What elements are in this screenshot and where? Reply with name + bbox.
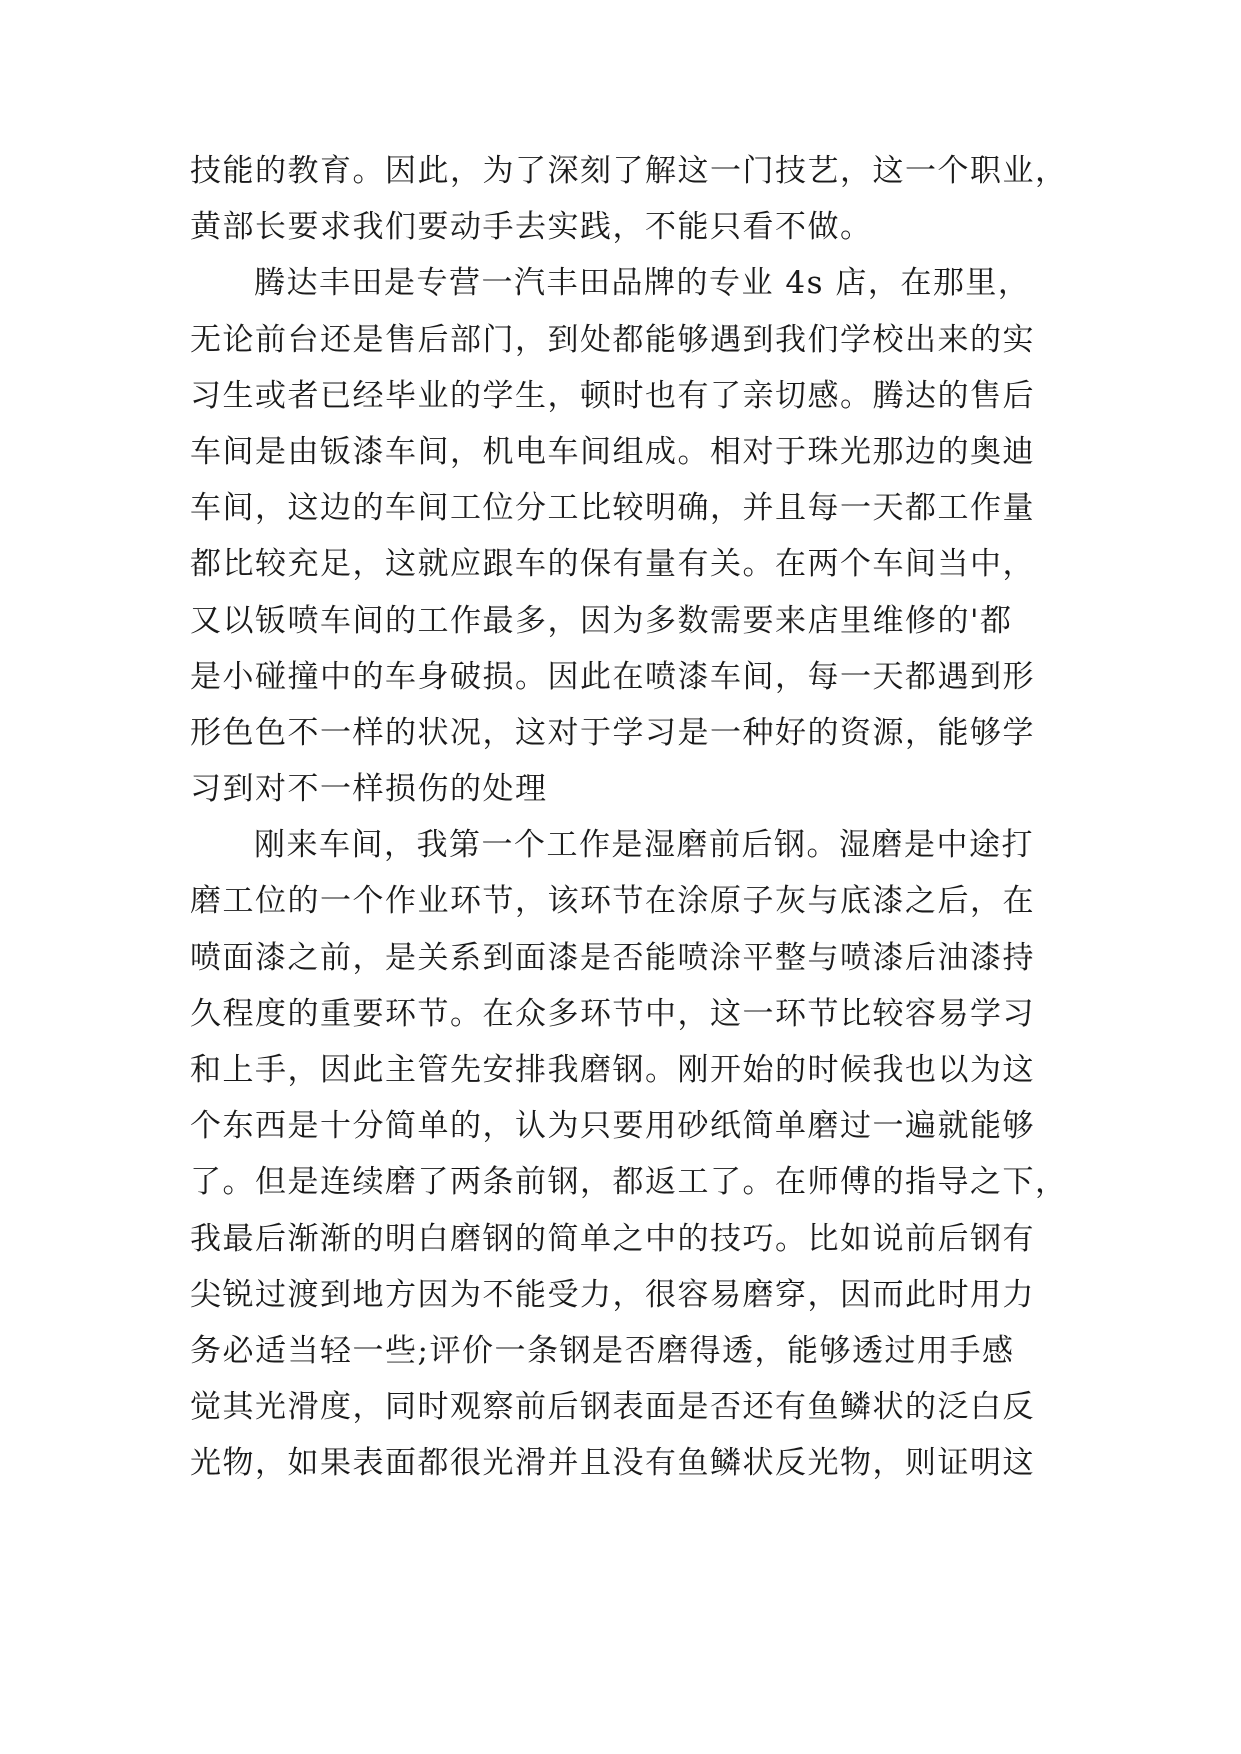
- text-line: 都比较充足，这就应跟车的保有量有关。在两个车间当中，: [190, 546, 1035, 583]
- text-line: 尖锐过渡到地方因为不能受力，很容易磨穿，因而此时用力: [190, 1276, 1035, 1313]
- text-line: 黄部长要求我们要动手去实践，不能只看不做。: [190, 209, 873, 246]
- paragraph-start-line: 腾达丰田是专营一汽丰田品牌的专业 4s 店，在那里，: [254, 265, 1031, 302]
- text-line: 车间是由钣漆车间，机电车间组成。相对于珠光那边的奥迪: [190, 433, 1035, 470]
- text-line: 车间，这边的车间工位分工比较明确，并且每一天都工作量: [190, 490, 1035, 527]
- text-line: 技能的教育。因此，为了深刻了解这一门技艺，这一个职业，: [190, 153, 1068, 189]
- text-line: 和上手，因此主管先安排我磨钢。刚开始的时候我也以为这: [190, 1052, 1035, 1088]
- text-line: 个东西是十分简单的，认为只要用砂纸简单磨过一遍就能够: [190, 1108, 1035, 1145]
- text-line: 喷面漆之前，是关系到面漆是否能喷涂平整与喷漆后油漆持: [190, 939, 1035, 976]
- text-line: 又以钣喷车间的工作最多，因为多数需要来店里维修的'都: [190, 602, 1013, 639]
- text-line: 务必适当轻一些;评价一条钢是否磨得透，能够透过用手感: [190, 1332, 1015, 1369]
- text-line: 习生或者已经毕业的学生，顿时也有了亲切感。腾达的售后: [190, 377, 1035, 414]
- text-line: 光物，如果表面都很光滑并且没有鱼鳞状反光物，则证明这: [190, 1445, 1035, 1482]
- text-line: 觉其光滑度，同时观察前后钢表面是否还有鱼鳞状的泛白反: [190, 1389, 1035, 1426]
- paragraph-start-line: 刚来车间，我第一个工作是湿磨前后钢。湿磨是中途打: [254, 827, 1034, 864]
- text-line: 无论前台还是售后部门，到处都能够遇到我们学校出来的实: [190, 321, 1035, 358]
- text-line: 是小碰撞中的车身破损。因此在喷漆车间，每一天都遇到形: [190, 658, 1035, 695]
- text-line: 习到对不一样损伤的处理: [190, 771, 548, 808]
- text-line: 我最后渐渐的明白磨钢的简单之中的技巧。比如说前后钢有: [190, 1220, 1035, 1257]
- text-line: 磨工位的一个作业环节，该环节在涂原子灰与底漆之后，在: [190, 883, 1035, 920]
- text-line: 形色色不一样的状况，这对于学习是一种好的资源，能够学: [190, 714, 1035, 751]
- body-text: [190, 143, 1068, 1492]
- text-line: 了。但是连续磨了两条前钢，都返工了。在师傅的指导之下，: [190, 1164, 1068, 1201]
- text-line: 久程度的重要环节。在众多环节中，这一环节比较容易学习: [190, 995, 1035, 1032]
